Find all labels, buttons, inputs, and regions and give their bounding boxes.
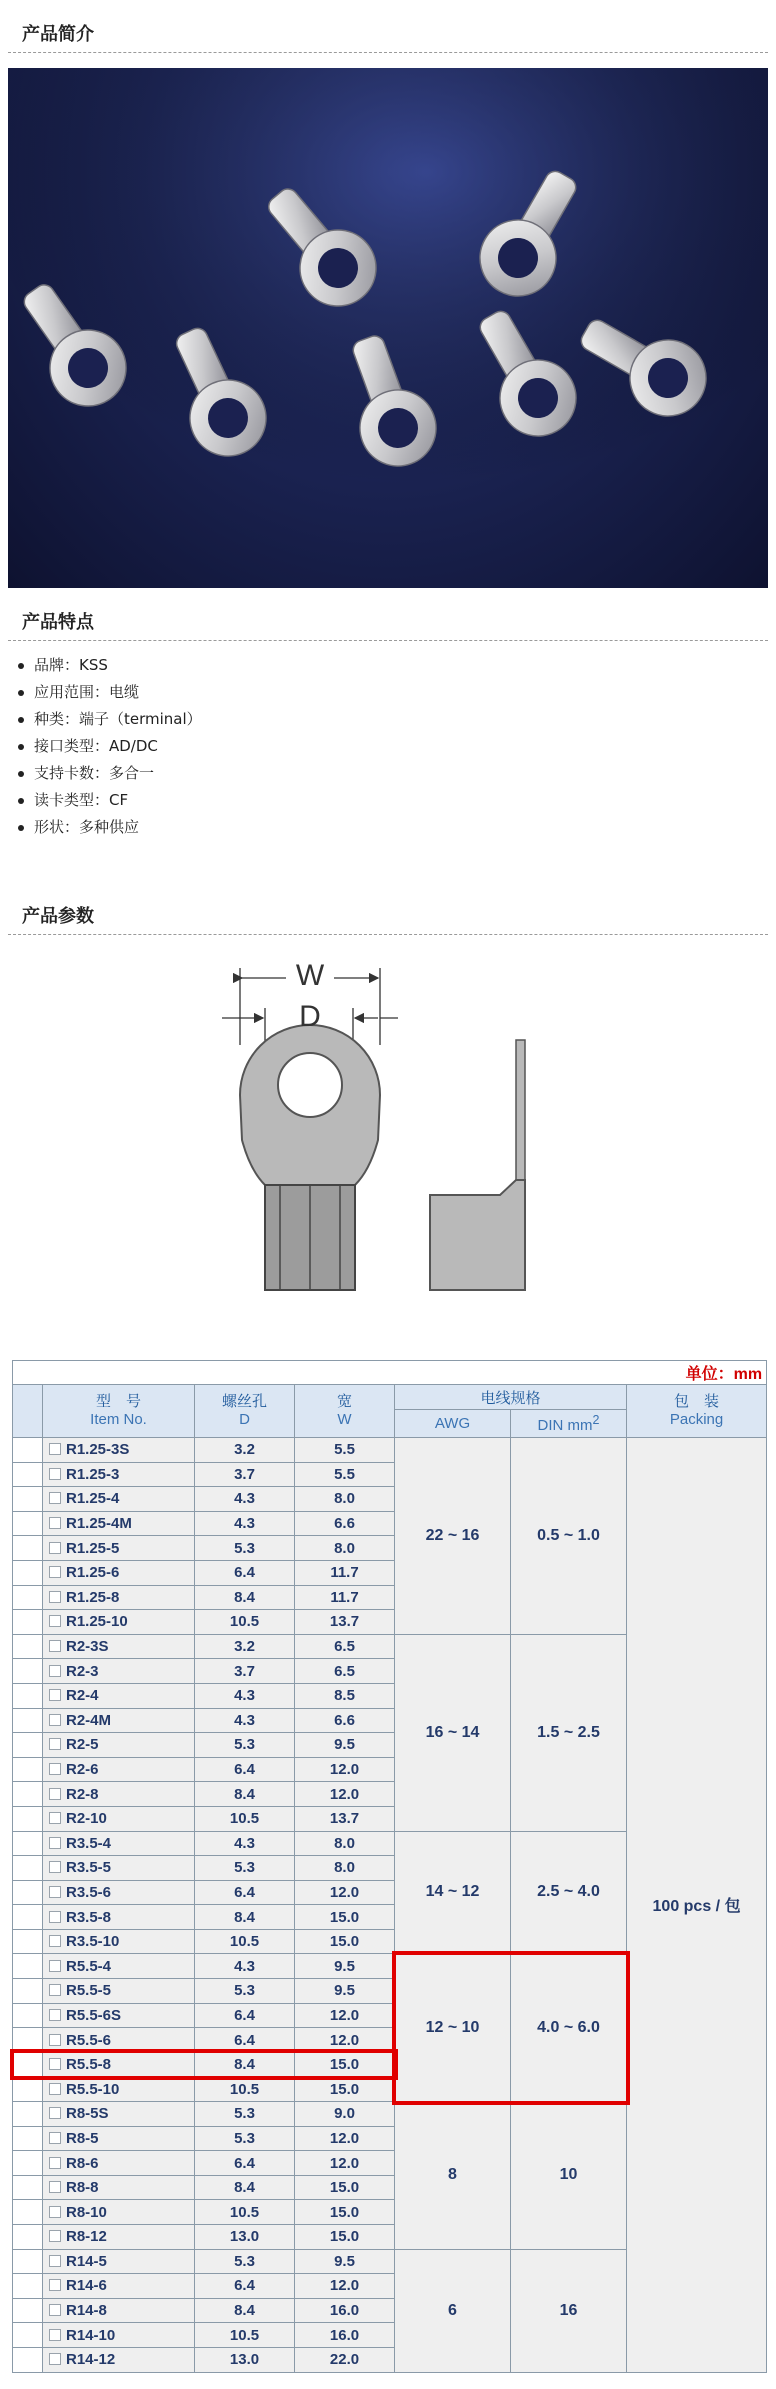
item-no-cell[interactable]: R14-10: [43, 2323, 195, 2348]
row-checkbox[interactable]: [49, 2083, 61, 2095]
item-no-cell[interactable]: R5.5-4: [43, 1954, 195, 1979]
row-index-cell: [13, 2200, 43, 2225]
item-no-cell[interactable]: R2-8: [43, 1782, 195, 1807]
row-index-cell: [13, 2175, 43, 2200]
width-cell: 6.5: [295, 1659, 395, 1684]
width-cell: 8.0: [295, 1831, 395, 1856]
row-checkbox[interactable]: [49, 1566, 61, 1578]
feature-item: 应用范围：电缆: [14, 679, 202, 706]
width-cell: 12.0: [295, 1757, 395, 1782]
screw-hole-cell: 4.3: [195, 1487, 295, 1512]
row-index-cell: [13, 1757, 43, 1782]
item-no-cell[interactable]: R2-3: [43, 1659, 195, 1684]
row-checkbox[interactable]: [49, 1738, 61, 1750]
item-no-cell[interactable]: R14-6: [43, 2274, 195, 2299]
spec-table: [12, 1360, 767, 2373]
screw-hole-cell: 5.3: [195, 2126, 295, 2151]
row-index-cell: [13, 2077, 43, 2102]
item-no-cell[interactable]: R8-6: [43, 2151, 195, 2176]
item-no-cell[interactable]: R1.25-3S: [43, 1438, 195, 1463]
width-cell: 12.0: [295, 2028, 395, 2053]
row-checkbox[interactable]: [49, 1468, 61, 1480]
screw-hole-cell: 3.7: [195, 1462, 295, 1487]
row-checkbox[interactable]: [49, 2230, 61, 2242]
item-no-cell[interactable]: R2-4: [43, 1683, 195, 1708]
item-no-cell[interactable]: R8-12: [43, 2225, 195, 2250]
section-divider: [8, 52, 768, 53]
row-index-cell: [13, 2102, 43, 2127]
row-index-cell: [13, 2126, 43, 2151]
row-checkbox[interactable]: [49, 1591, 61, 1603]
width-cell: 8.0: [295, 1487, 395, 1512]
header-din: DIN $mm^2$: [511, 1410, 627, 1438]
row-checkbox[interactable]: [49, 1861, 61, 1873]
row-index-cell: [13, 1856, 43, 1881]
width-cell: 15.0: [295, 2200, 395, 2225]
row-index-cell: [13, 1905, 43, 1930]
item-no-cell[interactable]: R1.25-10: [43, 1610, 195, 1635]
width-cell: 9.5: [295, 2249, 395, 2274]
row-checkbox[interactable]: [49, 2329, 61, 2341]
width-cell: 16.0: [295, 2298, 395, 2323]
screw-hole-cell: 8.4: [195, 1905, 295, 1930]
awg-cell: 12 ~ 10: [395, 1954, 511, 2102]
row-index-cell: [13, 1511, 43, 1536]
width-cell: 13.7: [295, 1806, 395, 1831]
packing-cell: 100 pcs / 包: [627, 1438, 767, 2373]
item-no-cell[interactable]: R5.5-8: [43, 2052, 195, 2077]
row-checkbox[interactable]: [49, 1714, 61, 1726]
screw-hole-cell: 3.2: [195, 1438, 295, 1463]
width-cell: 15.0: [295, 1929, 395, 1954]
row-index-cell: [13, 2249, 43, 2274]
din-cell: 1.5 ~ 2.5: [511, 1634, 627, 1831]
row-index-cell: [13, 1634, 43, 1659]
item-no-cell[interactable]: R2-4M: [43, 1708, 195, 1733]
feature-item: 品牌：KSS: [14, 652, 202, 679]
item-no-cell[interactable]: R14-5: [43, 2249, 195, 2274]
row-checkbox[interactable]: [49, 1517, 61, 1529]
row-index-cell: [13, 1487, 43, 1512]
row-index-cell: [13, 2225, 43, 2250]
feature-item: 种类：端子（terminal）: [14, 706, 202, 733]
screw-hole-cell: 3.7: [195, 1659, 295, 1684]
screw-hole-cell: 5.3: [195, 1856, 295, 1881]
screw-hole-cell: 8.4: [195, 1585, 295, 1610]
screw-hole-cell: 10.5: [195, 1929, 295, 1954]
width-cell: 22.0: [295, 2347, 395, 2372]
screw-hole-cell: 13.0: [195, 2347, 295, 2372]
screw-hole-cell: 3.2: [195, 1634, 295, 1659]
row-checkbox[interactable]: [49, 1788, 61, 1800]
item-no-cell[interactable]: R3.5-10: [43, 1929, 195, 1954]
item-no-cell[interactable]: R3.5-8: [43, 1905, 195, 1930]
row-checkbox[interactable]: [49, 1812, 61, 1824]
width-cell: 6.6: [295, 1708, 395, 1733]
screw-hole-cell: 4.3: [195, 1831, 295, 1856]
item-no-cell[interactable]: R5.5-10: [43, 2077, 195, 2102]
row-index-cell: [13, 1979, 43, 2004]
row-checkbox[interactable]: [49, 2255, 61, 2267]
row-checkbox[interactable]: [49, 1763, 61, 1775]
row-index-cell: [13, 1708, 43, 1733]
item-no-cell[interactable]: R14-12: [43, 2347, 195, 2372]
width-cell: 9.5: [295, 1979, 395, 2004]
row-index-cell: [13, 2274, 43, 2299]
item-no-cell[interactable]: R2-10: [43, 1806, 195, 1831]
din-cell: 10: [511, 2102, 627, 2250]
item-no-cell[interactable]: R2-5: [43, 1733, 195, 1758]
awg-cell: 22 ~ 16: [395, 1438, 511, 1635]
row-index-cell: [13, 1806, 43, 1831]
width-cell: 8.5: [295, 1683, 395, 1708]
awg-cell: 14 ~ 12: [395, 1831, 511, 1954]
screw-hole-cell: 5.3: [195, 2249, 295, 2274]
item-no-cell[interactable]: R2-6: [43, 1757, 195, 1782]
row-checkbox[interactable]: [49, 1542, 61, 1554]
screw-hole-cell: 6.4: [195, 2151, 295, 2176]
section-divider: [8, 640, 768, 641]
width-cell: 9.5: [295, 1733, 395, 1758]
row-checkbox[interactable]: [49, 1492, 61, 1504]
width-cell: 6.6: [295, 1511, 395, 1536]
width-cell: 15.0: [295, 2077, 395, 2102]
item-no-cell[interactable]: R14-8: [43, 2298, 195, 2323]
terminal-drawing: [220, 950, 560, 1340]
width-cell: 11.7: [295, 1585, 395, 1610]
row-index-cell: [13, 1954, 43, 1979]
row-index-cell: [13, 1438, 43, 1463]
row-index-cell: [13, 1782, 43, 1807]
screw-hole-cell: 5.3: [195, 2102, 295, 2127]
width-cell: 6.5: [295, 1634, 395, 1659]
row-index-cell: [13, 1585, 43, 1610]
row-index-cell: [13, 1880, 43, 1905]
row-checkbox[interactable]: [49, 2206, 61, 2218]
screw-hole-cell: 6.4: [195, 2274, 295, 2299]
item-no-cell[interactable]: R3.5-5: [43, 1856, 195, 1881]
row-index-cell: [13, 2028, 43, 2053]
width-cell: 12.0: [295, 1782, 395, 1807]
screw-hole-cell: 4.3: [195, 1683, 295, 1708]
item-no-cell[interactable]: R8-10: [43, 2200, 195, 2225]
row-checkbox[interactable]: [49, 2181, 61, 2193]
awg-cell: 6: [395, 2249, 511, 2372]
row-index-cell: [13, 1610, 43, 1635]
row-index-cell: [13, 2151, 43, 2176]
width-cell: 15.0: [295, 2225, 395, 2250]
section-divider: [8, 934, 768, 935]
width-cell: 12.0: [295, 2003, 395, 2028]
header-awg: AWG: [395, 1410, 511, 1438]
header-packing: 包 装 Packing: [627, 1385, 767, 1438]
screw-hole-cell: 8.4: [195, 2052, 295, 2077]
item-no-cell[interactable]: R5.5-6: [43, 2028, 195, 2053]
screw-hole-cell: 10.5: [195, 1610, 295, 1635]
row-checkbox[interactable]: [49, 1640, 61, 1652]
row-checkbox[interactable]: [49, 1935, 61, 1947]
item-no-cell[interactable]: R3.5-6: [43, 1880, 195, 1905]
screw-hole-cell: 10.5: [195, 2200, 295, 2225]
header-wire-spec: 电线规格: [395, 1385, 627, 1410]
width-cell: 12.0: [295, 1880, 395, 1905]
screw-hole-cell: 10.5: [195, 1806, 295, 1831]
width-cell: 8.0: [295, 1536, 395, 1561]
row-checkbox[interactable]: [49, 1665, 61, 1677]
item-no-cell[interactable]: R1.25-4: [43, 1487, 195, 1512]
width-cell: 13.7: [295, 1610, 395, 1635]
screw-hole-cell: 5.3: [195, 1979, 295, 2004]
item-no-cell[interactable]: R1.25-3: [43, 1462, 195, 1487]
item-no-cell[interactable]: R8-5: [43, 2126, 195, 2151]
row-index-cell: [13, 1462, 43, 1487]
feature-item: 读卡类型：CF: [14, 787, 202, 814]
item-no-cell[interactable]: R8-5S: [43, 2102, 195, 2127]
screw-hole-cell: 4.3: [195, 1511, 295, 1536]
header-item-no: 型 号 Item No.: [43, 1385, 195, 1438]
feature-item: 接口类型：AD/DC: [14, 733, 202, 760]
width-cell: 5.5: [295, 1462, 395, 1487]
row-checkbox[interactable]: [49, 2058, 61, 2070]
row-checkbox[interactable]: [49, 1911, 61, 1923]
width-cell: 9.0: [295, 2102, 395, 2127]
screw-hole-cell: 10.5: [195, 2323, 295, 2348]
item-no-cell[interactable]: R5.5-6S: [43, 2003, 195, 2028]
screw-hole-cell: 10.5: [195, 2077, 295, 2102]
row-index-cell: [13, 1831, 43, 1856]
row-index-cell: [13, 1536, 43, 1561]
din-cell: 16: [511, 2249, 627, 2372]
row-checkbox[interactable]: [49, 1984, 61, 1996]
screw-hole-cell: 13.0: [195, 2225, 295, 2250]
width-cell: 12.0: [295, 2151, 395, 2176]
row-index-cell: [13, 2003, 43, 2028]
awg-cell: 16 ~ 14: [395, 1634, 511, 1831]
row-checkbox[interactable]: [49, 2353, 61, 2365]
table-row: [13, 1438, 767, 1463]
feature-item: 支持卡数：多合一: [14, 760, 202, 787]
width-cell: 5.5: [295, 1438, 395, 1463]
screw-hole-cell: 5.3: [195, 1536, 295, 1561]
header-screw-hole: 螺丝孔 D: [195, 1385, 295, 1438]
row-checkbox[interactable]: [49, 1837, 61, 1849]
item-no-cell[interactable]: R1.25-6: [43, 1560, 195, 1585]
row-checkbox[interactable]: [49, 1886, 61, 1898]
row-checkbox[interactable]: [49, 1960, 61, 1972]
item-no-cell[interactable]: R2-3S: [43, 1634, 195, 1659]
screw-hole-cell: 6.4: [195, 2028, 295, 2053]
row-checkbox[interactable]: [49, 2304, 61, 2316]
screw-hole-cell: 8.4: [195, 2175, 295, 2200]
screw-hole-cell: 6.4: [195, 1757, 295, 1782]
row-index-cell: [13, 1683, 43, 1708]
header-index: [13, 1385, 43, 1438]
width-cell: 15.0: [295, 2175, 395, 2200]
row-index-cell: [13, 2298, 43, 2323]
item-no-cell[interactable]: R1.25-5: [43, 1536, 195, 1561]
row-checkbox[interactable]: [49, 2034, 61, 2046]
screw-hole-cell: 8.4: [195, 2298, 295, 2323]
row-checkbox[interactable]: [49, 1615, 61, 1627]
row-checkbox[interactable]: [49, 2279, 61, 2291]
screw-hole-cell: 4.3: [195, 1954, 295, 1979]
unit-label: 单位：mm: [13, 1361, 767, 1385]
din-cell: 4.0 ~ 6.0: [511, 1954, 627, 2102]
row-checkbox[interactable]: [49, 2009, 61, 2021]
item-no-cell[interactable]: R1.25-8: [43, 1585, 195, 1610]
row-checkbox[interactable]: [49, 2157, 61, 2169]
din-cell: 0.5 ~ 1.0: [511, 1438, 627, 1635]
screw-hole-cell: 6.4: [195, 1880, 295, 1905]
width-cell: 9.5: [295, 1954, 395, 1979]
screw-hole-cell: 6.4: [195, 2003, 295, 2028]
row-index-cell: [13, 2052, 43, 2077]
section-title-features: 产品特点: [22, 612, 94, 633]
screw-hole-cell: 4.3: [195, 1708, 295, 1733]
row-index-cell: [13, 1659, 43, 1684]
din-cell: 2.5 ~ 4.0: [511, 1831, 627, 1954]
width-cell: 12.0: [295, 2126, 395, 2151]
row-index-cell: [13, 2347, 43, 2372]
width-cell: 8.0: [295, 1856, 395, 1881]
item-no-cell[interactable]: R3.5-4: [43, 1831, 195, 1856]
item-no-cell[interactable]: R8-8: [43, 2175, 195, 2200]
header-width: 宽 W: [295, 1385, 395, 1438]
row-index-cell: [13, 1733, 43, 1758]
row-checkbox[interactable]: [49, 1689, 61, 1701]
width-cell: 15.0: [295, 1905, 395, 1930]
screw-hole-cell: 5.3: [195, 1733, 295, 1758]
width-cell: 16.0: [295, 2323, 395, 2348]
row-index-cell: [13, 1560, 43, 1585]
screw-hole-cell: 8.4: [195, 1782, 295, 1807]
width-cell: 12.0: [295, 2274, 395, 2299]
feature-list: [14, 652, 202, 841]
row-checkbox[interactable]: [49, 1443, 61, 1455]
product-photo: [8, 68, 768, 588]
screw-hole-cell: 6.4: [195, 1560, 295, 1585]
width-cell: 11.7: [295, 1560, 395, 1585]
row-checkbox[interactable]: [49, 2107, 61, 2119]
awg-cell: 8: [395, 2102, 511, 2250]
dimension-d-label: D: [299, 1000, 321, 1033]
row-index-cell: [13, 1929, 43, 1954]
item-no-cell[interactable]: R5.5-5: [43, 1979, 195, 2004]
row-index-cell: [13, 2323, 43, 2348]
item-no-cell[interactable]: R1.25-4M: [43, 1511, 195, 1536]
width-cell: 15.0: [295, 2052, 395, 2077]
section-title-params: 产品参数: [22, 906, 94, 927]
dimension-w-label: W: [295, 959, 325, 992]
section-title-intro: 产品简介: [22, 24, 94, 45]
row-checkbox[interactable]: [49, 2132, 61, 2144]
feature-item: 形状：多种供应: [14, 814, 202, 841]
